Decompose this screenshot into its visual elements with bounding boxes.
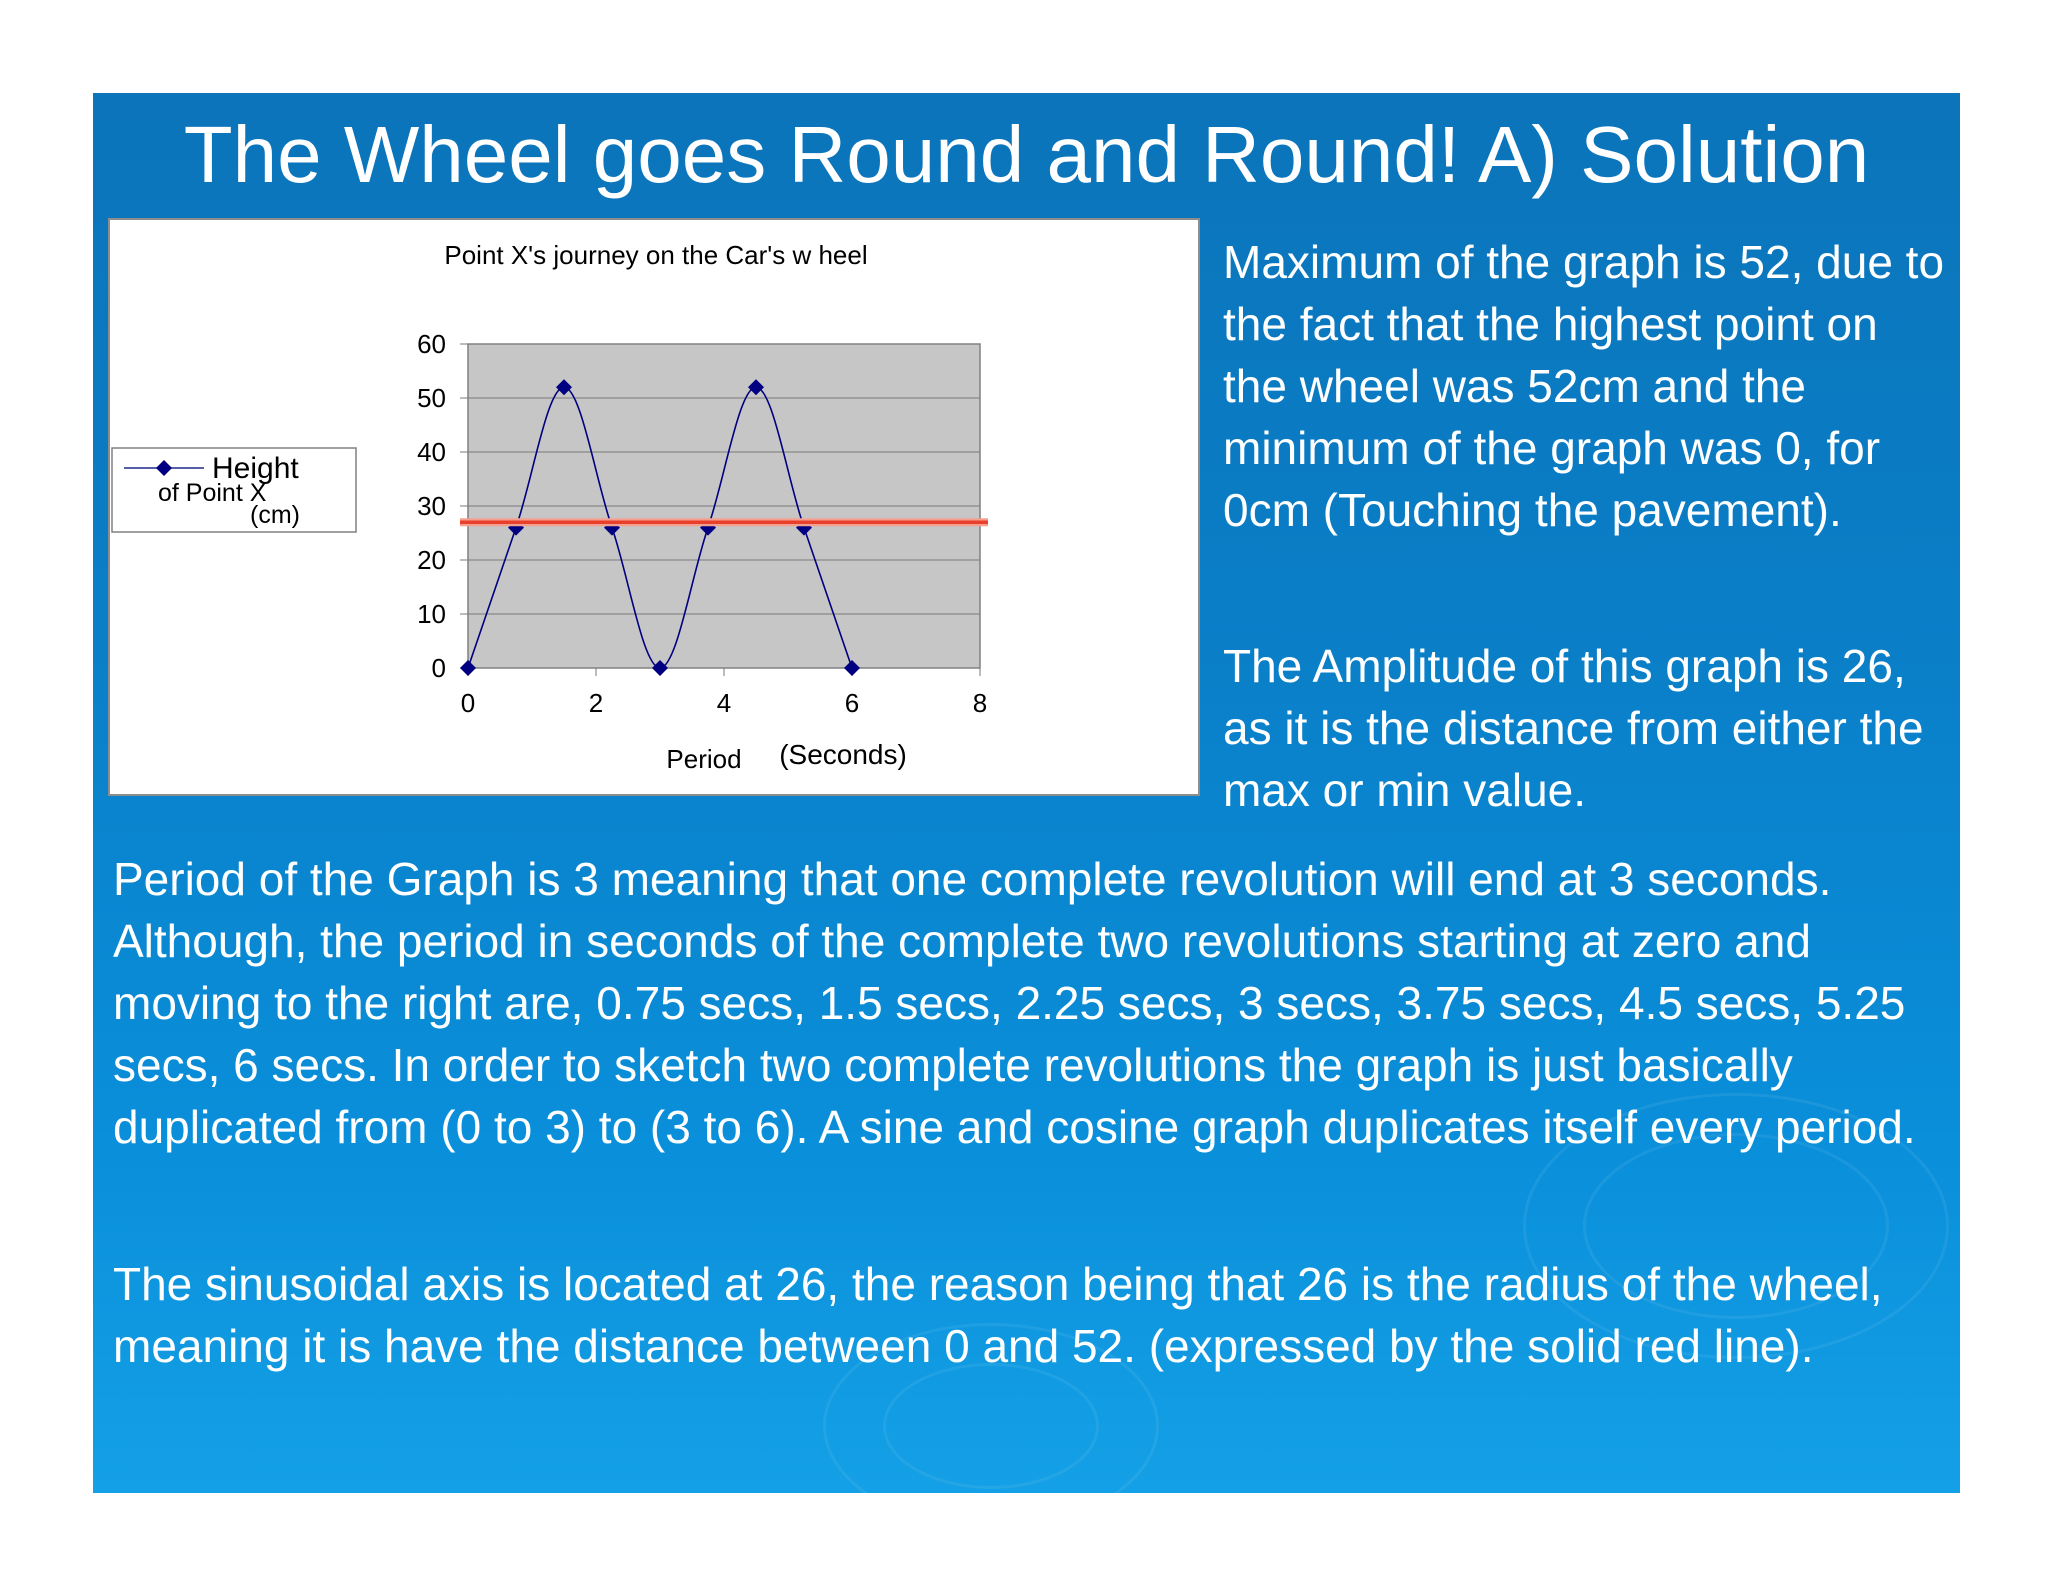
legend — [112, 448, 356, 532]
x-tick-label: 6 — [844, 688, 860, 718]
y-axis-tick-labels — [417, 329, 446, 683]
y-tick-label: 40 — [417, 437, 446, 467]
paragraph-sinusoidal-axis: The sinusoidal axis is located at 26, the reason being that 26 is the radius of the wheel, meaning it is have the distance between 0 and 52. (expressed by the solid red line). — [113, 1258, 1883, 1372]
slide — [93, 93, 1960, 1493]
chart — [108, 218, 1200, 796]
y-tick-label: 0 — [431, 653, 446, 683]
legend-label-line3: (cm) — [250, 501, 300, 529]
chart-svg — [110, 220, 1202, 798]
paragraph-amplitude: The Amplitude of this graph is 26, as it is the distance from either the max or min value. — [1223, 640, 1924, 816]
legend-label-line2: of Point X — [158, 479, 267, 507]
x-axis-label: Period — [666, 744, 742, 774]
x-axis-tick-labels — [461, 688, 987, 718]
x-tick-label: 4 — [716, 688, 732, 718]
y-tick-label: 30 — [417, 491, 446, 521]
chart-title: Point X's journey on the Car's w heel — [444, 240, 868, 270]
slide-title: The Wheel goes Round and Round! A) Solution — [183, 110, 1870, 199]
y-tick-label: 50 — [417, 383, 446, 413]
x-tick-label: 0 — [460, 688, 476, 718]
y-tick-label: 60 — [417, 329, 446, 359]
y-tick-label: 10 — [417, 599, 446, 629]
legend-label: Height — [212, 452, 299, 485]
x-tick-label: 8 — [972, 688, 988, 718]
x-tick-label: 2 — [588, 688, 604, 718]
ripple-decoration — [883, 1363, 1099, 1489]
y-tick-label: 20 — [417, 545, 446, 575]
paragraph-max-min: Maximum of the graph is 52, due to the fact that the highest point on the wheel was 52cm and the minimum of the graph was 0, for 0cm (Touching the pavement). — [1223, 236, 1945, 536]
paragraph-period: Period of the Graph is 3 meaning that one complete revolution will end at 3 seconds. Although, the period in seconds of the complete two revolutions starting at zero and moving to the right are, 0.75 secs, 1.5 secs, 2.25 secs, 3 secs, 3.75 secs, 4.5 secs, 5.25 secs, 6 secs. In order to sketch two complete revolutions the graph is just basically duplicated from (0 to 3) to (3 to 6). A sine and cosine graph duplicates itself every period. — [113, 853, 1916, 1153]
x-axis-label-note: (Seconds) — [779, 739, 907, 770]
